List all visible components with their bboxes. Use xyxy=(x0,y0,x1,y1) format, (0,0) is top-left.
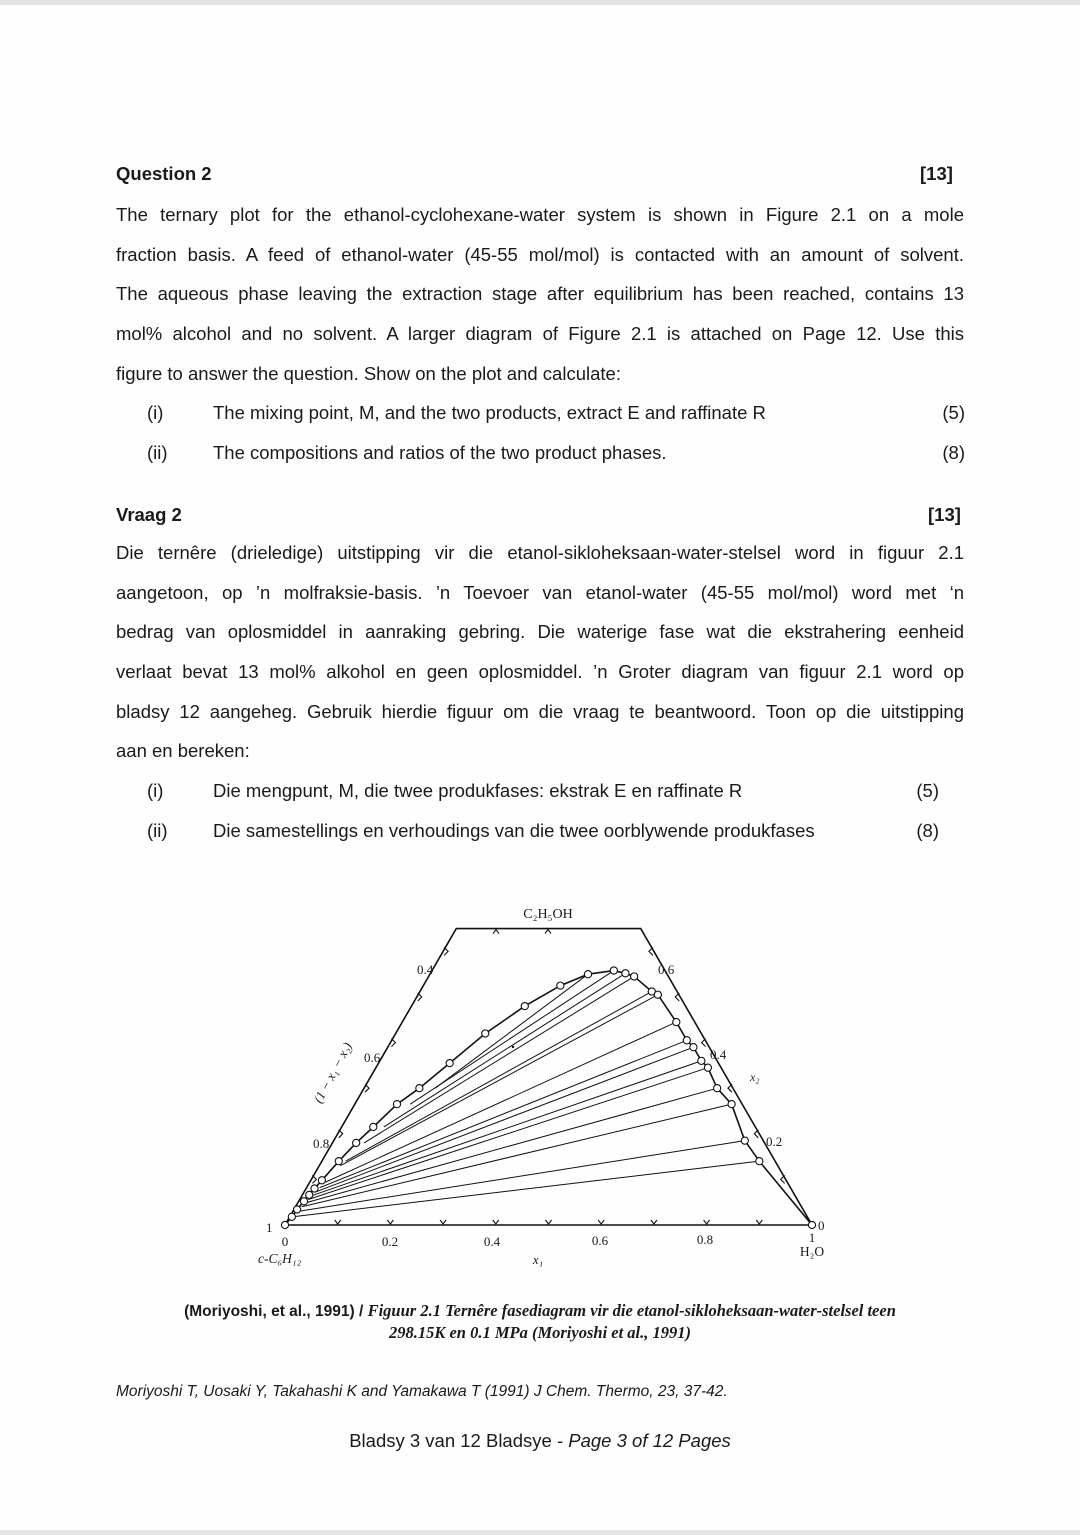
vraag-marks: [13] xyxy=(928,504,961,525)
page-number-english: Page 3 of 12 Pages xyxy=(568,1430,731,1451)
x2-axis-label: x₂ xyxy=(750,1070,760,1084)
bottom-tick-label: 0.6 xyxy=(591,1233,609,1248)
data-point xyxy=(521,1003,528,1010)
item-text: The compositions and ratios of the two product phases. xyxy=(213,442,667,463)
item-marks: (5) xyxy=(942,402,965,423)
tie-line xyxy=(293,1161,759,1217)
bottom-tick-label: 1 xyxy=(808,1230,816,1245)
bottom-tick-label: 0 xyxy=(281,1234,289,1249)
vraag-line: bedrag van oplosmiddel in aanraking gebring. Die waterige fase wat die ekstrahering eenheid xyxy=(116,621,964,643)
right-corner-label: H₂O xyxy=(799,1244,825,1259)
bottom-tick-label: 0.2 xyxy=(381,1234,399,1249)
data-point xyxy=(610,967,617,974)
bottom-tick-label: 0.4 xyxy=(483,1234,501,1249)
data-point xyxy=(393,1101,400,1108)
vraag-line: verlaat bevat 13 mol% alkohol en geen oplosmiddel. ’n Groter diagram van figuur 2.1 word op xyxy=(116,661,964,683)
question-line: figure to answer the question. Show on the plot and calculate: xyxy=(116,362,621,384)
data-point xyxy=(631,973,638,980)
tie-line xyxy=(384,973,626,1127)
data-point xyxy=(557,982,564,989)
vraag-item-i xyxy=(147,779,939,803)
question-line: fraction basis. A feed of ethanol-water (45-55 mol/mol) is contacted with an amount of solvent. xyxy=(116,243,964,265)
tie-line xyxy=(302,1104,732,1207)
item-number: (i) xyxy=(147,780,164,801)
item-text: Die mengpunt, M, die twee produkfases: ekstrak E en raffinate R xyxy=(213,780,743,801)
data-point xyxy=(446,1060,453,1067)
left-tick-label: 0.6 xyxy=(364,1050,381,1065)
page-bottom-edge xyxy=(0,1530,1080,1535)
data-point xyxy=(622,970,629,977)
question-line: The aqueous phase leaving the extraction stage after equilibrium has been reached, contains 13 xyxy=(116,283,964,305)
left-tick-label: 0.8 xyxy=(313,1136,330,1151)
vraag-body xyxy=(116,533,964,771)
tie-line xyxy=(435,974,588,1088)
data-point xyxy=(482,1030,489,1037)
data-point xyxy=(294,1206,301,1213)
tie-line xyxy=(340,995,658,1166)
tie-line xyxy=(315,1047,693,1192)
question-title: Question 2 xyxy=(116,163,212,184)
data-point xyxy=(353,1139,360,1146)
data-point xyxy=(728,1101,735,1108)
left-corner-label: c-C₆H₁₂ xyxy=(258,1251,302,1266)
caption-source: (Moriyoshi, et al., 1991) / xyxy=(184,1303,368,1320)
axis-ticks xyxy=(312,930,784,1224)
data-point xyxy=(683,1037,690,1044)
data-point xyxy=(416,1085,423,1092)
data-point xyxy=(370,1123,377,1130)
data-point xyxy=(584,971,591,978)
data-points xyxy=(281,967,815,1229)
right-tick-label: 0.4 xyxy=(710,1047,727,1062)
tie-line xyxy=(298,1141,745,1212)
tie-line xyxy=(304,1088,717,1203)
question-marks: [13] xyxy=(920,163,953,184)
page-top-edge xyxy=(0,0,1080,5)
data-point xyxy=(335,1158,342,1165)
item-marks: (5) xyxy=(916,780,939,801)
question-item-ii xyxy=(147,441,965,465)
right-tick-label: 0.2 xyxy=(766,1134,783,1149)
data-point xyxy=(756,1158,763,1165)
data-point xyxy=(306,1191,313,1198)
right-tick-label: 0 xyxy=(818,1218,825,1233)
data-point xyxy=(281,1221,288,1228)
question-line: The ternary plot for the ethanol-cyclohexane-water system is shown in Figure 2.1 on a mole xyxy=(116,204,964,225)
data-point xyxy=(704,1064,711,1071)
left-tick-label: 0.4 xyxy=(417,962,434,977)
ternary-phase-diagram xyxy=(240,890,840,1280)
data-point xyxy=(311,1185,318,1192)
data-point xyxy=(741,1137,748,1144)
item-marks: (8) xyxy=(942,442,965,463)
item-marks: (8) xyxy=(916,820,939,841)
bottom-tick-label: 0.8 xyxy=(696,1232,714,1247)
vraag-title: Vraag 2 xyxy=(116,504,182,525)
item-text: Die samestellings en verhoudings van die twee oorblywende produkfases xyxy=(213,820,815,841)
caption-line-1: Figuur 2.1 Ternêre fasediagram vir die etanol-sikloheksaan-water-stelsel teen xyxy=(367,1301,896,1320)
vraag-item-ii xyxy=(147,819,939,843)
question-item-i xyxy=(147,401,965,425)
data-point xyxy=(698,1057,705,1064)
data-point xyxy=(673,1018,680,1025)
page-number-afrikaans: Bladsy 3 van 12 Bladsye - xyxy=(349,1430,569,1451)
reference-citation: Moriyoshi T, Uosaki Y, Takahashi K and Yamakawa T (1991) J Chem. Thermo, 23, 37-42. xyxy=(116,1383,728,1400)
tie-line xyxy=(346,992,652,1162)
item-text: The mixing point, M, and the two products, extract E and raffinate R xyxy=(213,402,766,423)
vraag-line: aan en bereken: xyxy=(116,740,250,762)
page-number xyxy=(0,1430,1080,1452)
question-line: mol% alcohol and no solvent. A larger diagram of Figure 2.1 is attached on Page 12. Use this xyxy=(116,323,964,345)
x1-axis-label: x₁ xyxy=(532,1252,544,1267)
data-point xyxy=(288,1213,295,1220)
data-point xyxy=(808,1221,815,1228)
data-point xyxy=(318,1177,325,1184)
question-body xyxy=(116,195,964,393)
item-number: (ii) xyxy=(147,820,168,841)
apex-label: C₂H₅OH xyxy=(523,907,573,922)
item-number: (ii) xyxy=(147,442,168,463)
data-point xyxy=(654,991,661,998)
data-point xyxy=(714,1085,721,1092)
tie-line xyxy=(326,1022,677,1182)
vraag-line: bladsy 12 aangeheg. Gebruik hierdie figuur om die vraag te beantwoord. Toon op die uitstipping xyxy=(116,700,964,722)
vraag-line: aangetoon, op ’n molfraksie-basis. ’n Toevoer van etanol-water (45-55 mol/mol) word met ‘n xyxy=(116,581,964,603)
data-point xyxy=(300,1198,307,1205)
vraag-line: Die ternêre (drieledige) uitstipping vir die etanol-sikloheksaan-water-stelsel word in figuur 2.1 xyxy=(116,542,964,563)
data-point xyxy=(690,1044,697,1051)
left-axis-label: (1 − x₁ − x₂) xyxy=(310,1039,355,1106)
item-number: (i) xyxy=(147,402,164,423)
right-tick-label: 0.6 xyxy=(658,962,675,977)
caption-line-2: 298.15K en 0.1 MPa (Moriyoshi et al., 1991) xyxy=(388,1323,692,1342)
figure-caption xyxy=(120,1300,960,1344)
left-tick-label: 1 xyxy=(266,1220,273,1235)
